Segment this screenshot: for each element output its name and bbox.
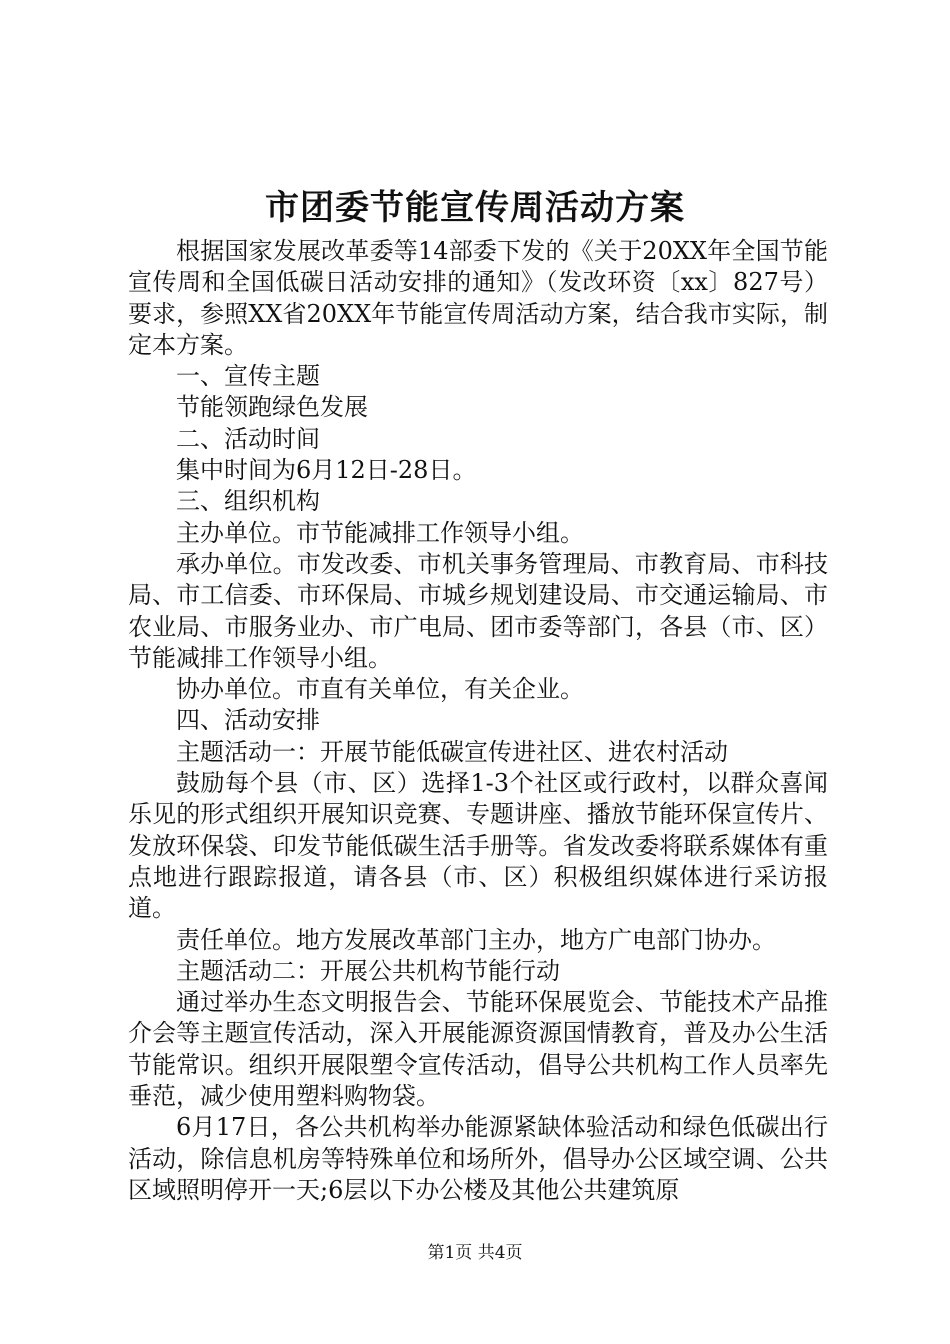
organizer-unit-text: 承办单位。市发改委、市机关事务管理局、市教育局、市科技局、市工信委、市环保局、市城乡规划建设局、市交通运输局、市农业局、市服务业办、市广电局、团市委等部门，各县（市、区）节能减排工作领导小组。 [128, 549, 828, 672]
activity-one-text: 鼓励每个县（市、区）选择1-3个社区或行政村，以群众喜闻乐见的形式组织开展知识竞赛、专题讲座、播放节能环保宣传片、发放环保袋、印发节能低碳生活手册等。省发改委将联系媒体有重点地进行跟踪报道，请各县（市、区）积极组织媒体进行采访报道。 [128, 769, 828, 923]
document-body [128, 236, 828, 1206]
host-unit-text: 主办单位。市节能减排工作领导小组。 [176, 518, 584, 547]
activity-one-responsibility: 责任单位。地方发展改革部门主办，地方广电部门协办。 [176, 925, 776, 954]
document-title: 市团委节能宣传周活动方案 [265, 188, 685, 228]
section-heading-arrangement: 四、活动安排 [176, 706, 320, 735]
activity-two-text: 通过举办生态文明报告会、节能环保展览会、节能技术产品推介会等主题宣传活动，深入开展能源资源国情教育，普及办公生活节能常识。组织开展限塑令宣传活动，倡导公共机构工作人员率先垂范，减少使用塑料购物袋。 [128, 988, 828, 1111]
activity-two-heading: 主题活动二：开展公共机构节能行动 [176, 956, 560, 985]
section-heading-organization: 三、组织机构 [176, 487, 320, 516]
page-footer: 第1页 共4页 [427, 1243, 523, 1263]
june-17-text: 6月17日，各公共机构举办能源紧缺体验活动和绿色低碳出行活动，除信息机房等特殊单位和场所外，倡导办公区域空调、公共区域照明停开一天;6层以下办公楼及其他公共建筑原 [128, 1113, 828, 1204]
activity-one-heading: 主题活动一：开展节能低碳宣传进社区、进农村活动 [176, 737, 728, 766]
intro-paragraph: 根据国家发展改革委等14部委下发的《关于20XX年全国节能宣传周和全国低碳日活动安排的通知》（发改环资〔xx〕827号）要求，参照XX省20XX年节能宣传周活动方案，结合我市实际，制定本方案。 [128, 237, 828, 359]
theme-text: 节能领跑绿色发展 [176, 393, 368, 422]
co-organizer-text: 协办单位。市直有关单位，有关企业。 [176, 675, 584, 704]
section-heading-time: 二、活动时间 [176, 424, 320, 453]
time-text: 集中时间为6月12日-28日。 [176, 456, 477, 485]
section-heading-theme: 一、宣传主题 [176, 362, 320, 391]
